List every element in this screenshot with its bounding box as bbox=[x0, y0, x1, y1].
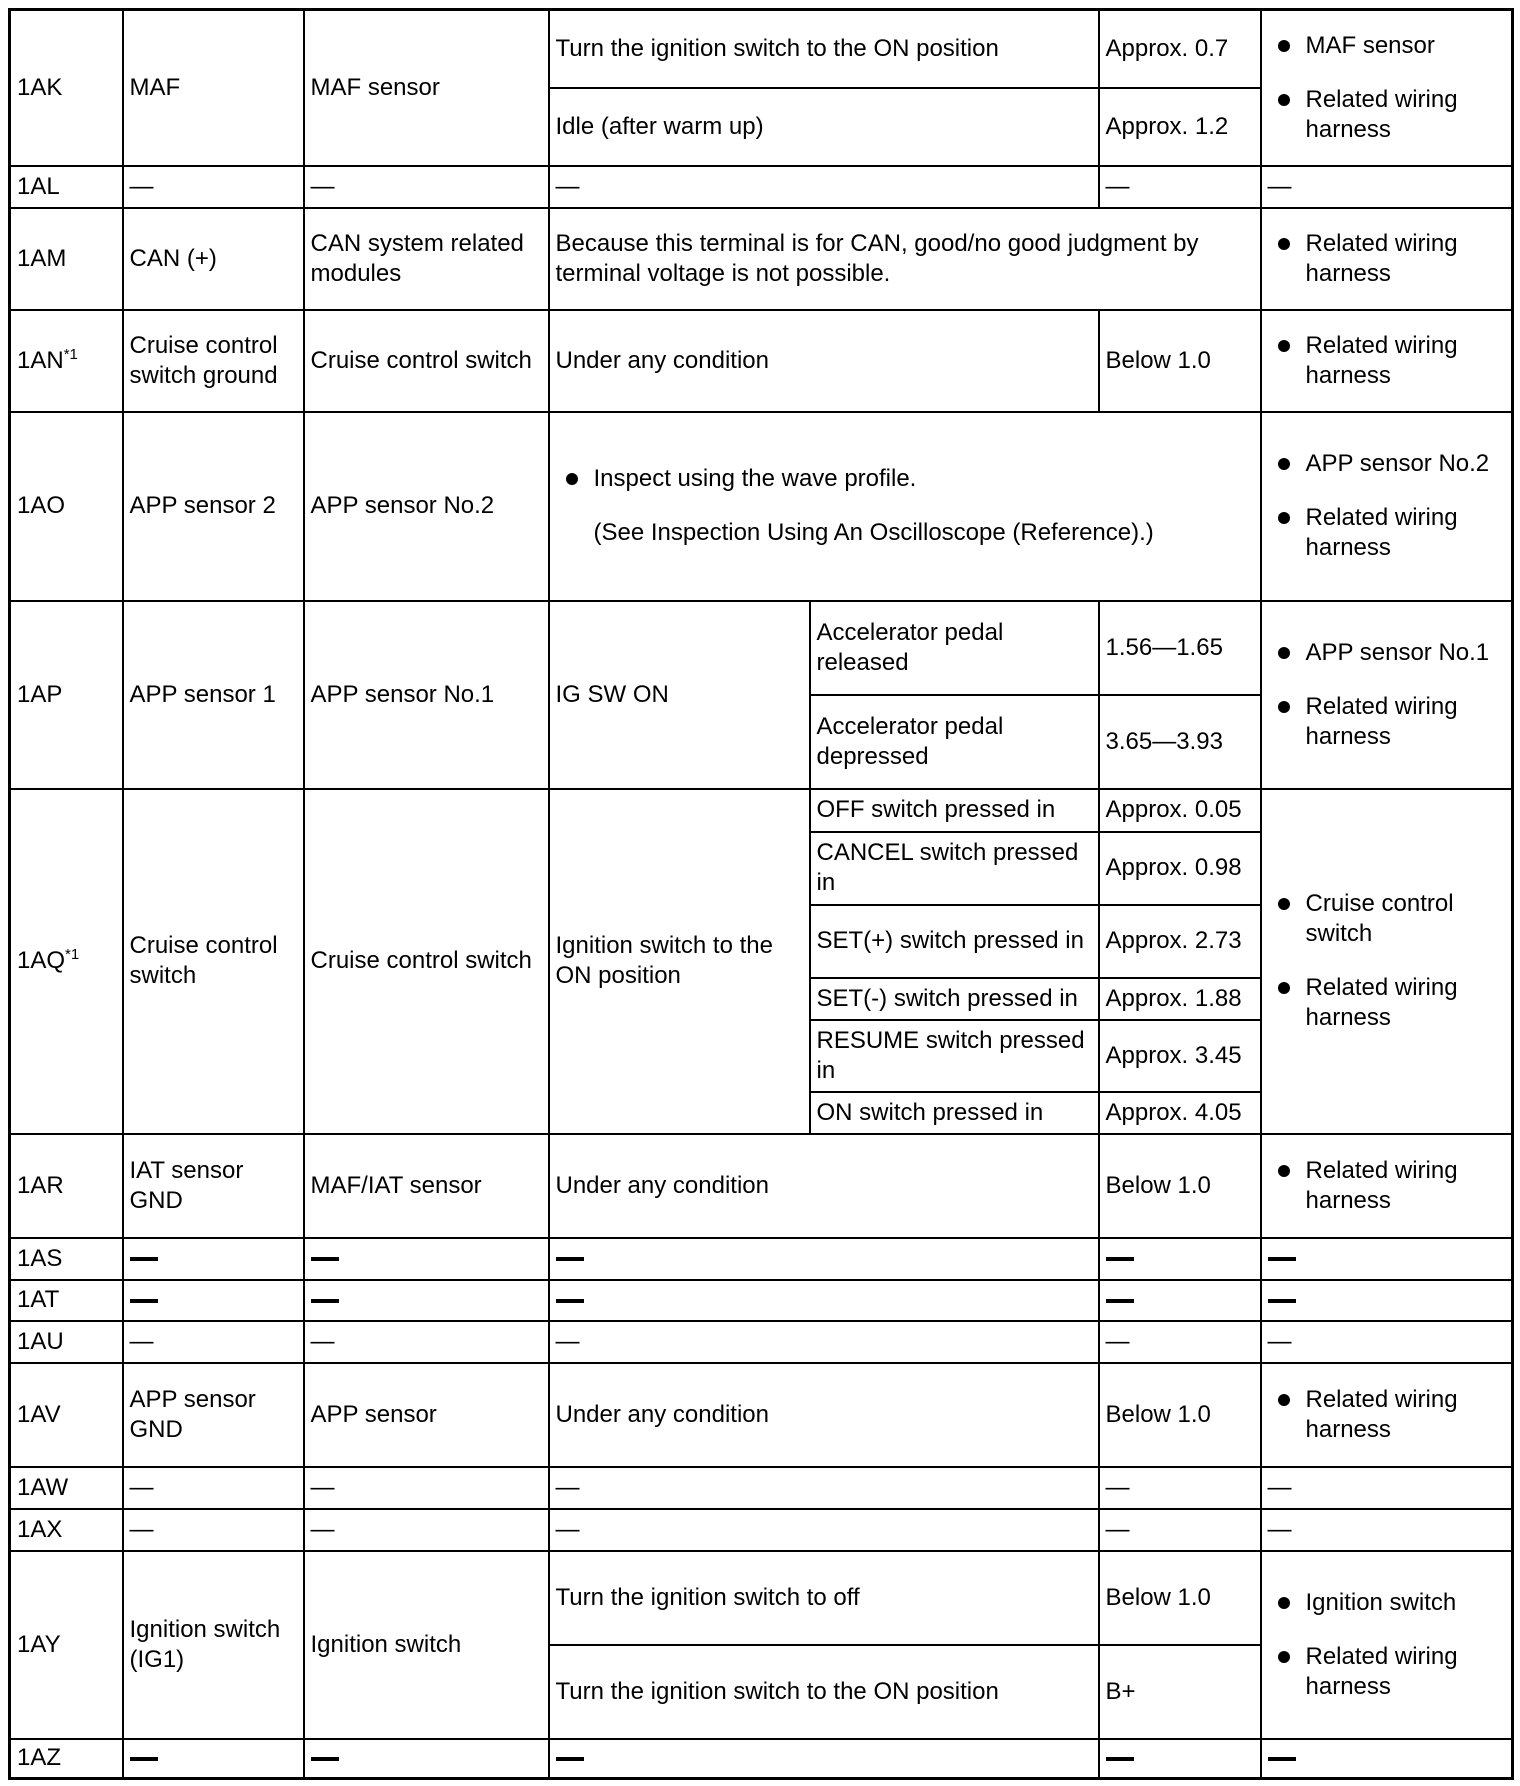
table-row bbox=[10, 1280, 1513, 1321]
state-cell: SET(-) switch pressed in bbox=[810, 978, 1099, 1020]
signal-cell: APP sensor 1 bbox=[123, 601, 304, 789]
dash-cell: — bbox=[1261, 1321, 1513, 1363]
dash-cell bbox=[1261, 1739, 1513, 1779]
terminal-cell: 1AU bbox=[10, 1321, 123, 1363]
terminal-cell bbox=[10, 789, 123, 1134]
voltage-cell: Below 1.0 bbox=[1099, 1134, 1261, 1238]
terminal-voltage-table bbox=[8, 8, 1514, 1780]
dash-mark bbox=[130, 1257, 158, 1261]
inspection-item: Related wiring harness bbox=[1268, 1385, 1506, 1445]
dash-cell: — bbox=[1261, 166, 1513, 208]
table-row bbox=[10, 1238, 1513, 1280]
inspection-item: APP sensor No.2 bbox=[1268, 449, 1506, 479]
signal-cell: APP sensor 2 bbox=[123, 412, 304, 601]
dash-cell: — bbox=[123, 1467, 304, 1509]
state-cell: ON switch pressed in bbox=[810, 1092, 1099, 1134]
inspection-cell bbox=[1261, 412, 1513, 601]
dash-cell bbox=[304, 1238, 549, 1280]
terminal-cell: 1AV bbox=[10, 1363, 123, 1467]
condition-cell: Turn the ignition switch to the ON position bbox=[549, 1645, 1099, 1739]
inspection-cell bbox=[1261, 1551, 1513, 1739]
dash-cell bbox=[1261, 1280, 1513, 1321]
dash-cell: — bbox=[304, 1467, 549, 1509]
dash-mark bbox=[1268, 1257, 1296, 1261]
condition-cell: Under any condition bbox=[549, 1134, 1099, 1238]
inspection-cell bbox=[1261, 10, 1513, 166]
signal-cell: APP sensor GND bbox=[123, 1363, 304, 1467]
state-cell: SET(+) switch pressed in bbox=[810, 905, 1099, 978]
inspection-cell bbox=[1261, 1363, 1513, 1467]
note-line: Inspect using the wave profile. bbox=[556, 464, 1254, 494]
voltage-cell: 3.65—3.93 bbox=[1099, 695, 1261, 789]
inspection-item: Ignition switch bbox=[1268, 1588, 1506, 1618]
footnote-mark: *1 bbox=[65, 946, 80, 963]
voltage-cell: Approx. 2.73 bbox=[1099, 905, 1261, 978]
table-row bbox=[10, 1739, 1513, 1779]
condition-cell: Turn the ignition switch to off bbox=[549, 1551, 1099, 1645]
terminal-cell: 1AP bbox=[10, 601, 123, 789]
dash-cell: — bbox=[304, 1509, 549, 1551]
inspection-item: MAF sensor bbox=[1268, 31, 1506, 61]
voltage-cell: B+ bbox=[1099, 1645, 1261, 1739]
terminal-cell bbox=[10, 310, 123, 412]
dash-mark bbox=[1268, 1757, 1296, 1761]
terminal-cell: 1AX bbox=[10, 1509, 123, 1551]
condition-cell: Ignition switch to the ON position bbox=[549, 789, 810, 1134]
connected-to-cell: APP sensor bbox=[304, 1363, 549, 1467]
dash-cell bbox=[1099, 1739, 1261, 1779]
voltage-cell: Below 1.0 bbox=[1099, 1363, 1261, 1467]
dash-cell bbox=[123, 1739, 304, 1779]
terminal-cell: 1AS bbox=[10, 1238, 123, 1280]
inspection-item: Related wiring harness bbox=[1268, 1156, 1506, 1216]
dash-cell: — bbox=[1261, 1467, 1513, 1509]
table-row bbox=[10, 10, 1513, 88]
terminal-label: 1AQ bbox=[17, 947, 66, 974]
state-cell: RESUME switch pressed in bbox=[810, 1020, 1099, 1092]
connected-to-cell: Ignition switch bbox=[304, 1551, 549, 1739]
signal-cell: Ignition switch (IG1) bbox=[123, 1551, 304, 1739]
voltage-cell: Approx. 3.45 bbox=[1099, 1020, 1261, 1092]
dash-mark bbox=[1106, 1757, 1134, 1761]
dash-cell: — bbox=[123, 1321, 304, 1363]
dash-cell: — bbox=[123, 1509, 304, 1551]
terminal-cell: 1AL bbox=[10, 166, 123, 208]
inspection-item: APP sensor No.1 bbox=[1268, 638, 1506, 668]
table-row bbox=[10, 1509, 1513, 1551]
condition-cell: Turn the ignition switch to the ON position bbox=[549, 10, 1099, 88]
voltage-cell: Approx. 0.7 bbox=[1099, 10, 1261, 88]
dash-mark bbox=[311, 1757, 339, 1761]
table-row bbox=[10, 166, 1513, 208]
inspection-item: Related wiring harness bbox=[1268, 85, 1506, 145]
dash-cell: — bbox=[549, 1509, 1099, 1551]
terminal-cell: 1AY bbox=[10, 1551, 123, 1739]
dash-mark bbox=[130, 1299, 158, 1303]
dash-cell: — bbox=[1261, 1509, 1513, 1551]
connected-to-cell: APP sensor No.1 bbox=[304, 601, 549, 789]
table-row bbox=[10, 1321, 1513, 1363]
signal-cell: Cruise control switch bbox=[123, 789, 304, 1134]
dash-cell bbox=[304, 1739, 549, 1779]
footnote-mark: *1 bbox=[63, 345, 78, 363]
signal-cell: IAT sensor GND bbox=[123, 1134, 304, 1238]
voltage-cell: Approx. 0.98 bbox=[1099, 832, 1261, 905]
dash-mark bbox=[1106, 1257, 1134, 1261]
voltage-cell: Approx. 1.2 bbox=[1099, 88, 1261, 166]
table-row bbox=[10, 789, 1513, 832]
voltage-cell: Approx. 4.05 bbox=[1099, 1092, 1261, 1134]
dash-cell bbox=[123, 1280, 304, 1321]
condition-cell: Idle (after warm up) bbox=[549, 88, 1099, 166]
voltage-cell: Below 1.0 bbox=[1099, 310, 1261, 412]
table-row bbox=[10, 208, 1513, 310]
inspection-cell bbox=[1261, 789, 1513, 1134]
state-cell: Accelerator pedal released bbox=[810, 601, 1099, 695]
dash-cell bbox=[123, 1238, 304, 1280]
voltage-cell: Approx. 0.05 bbox=[1099, 789, 1261, 832]
dash-mark bbox=[1268, 1299, 1296, 1303]
signal-cell: MAF bbox=[123, 10, 304, 166]
state-cell: CANCEL switch pressed in bbox=[810, 832, 1099, 905]
dash-mark bbox=[556, 1257, 584, 1261]
connected-to-cell: CAN system related modules bbox=[304, 208, 549, 310]
dash-cell: — bbox=[549, 166, 1099, 208]
table-row bbox=[10, 310, 1513, 412]
table-row bbox=[10, 1467, 1513, 1509]
table-row bbox=[10, 1363, 1513, 1467]
inspection-item: Cruise control switch bbox=[1268, 889, 1506, 949]
terminal-cell: 1AK bbox=[10, 10, 123, 166]
note-cell bbox=[549, 412, 1261, 601]
voltage-cell: Approx. 1.88 bbox=[1099, 978, 1261, 1020]
dash-mark bbox=[556, 1757, 584, 1761]
condition-cell: Under any condition bbox=[549, 310, 1099, 412]
terminal-cell: 1AR bbox=[10, 1134, 123, 1238]
table-row bbox=[10, 601, 1513, 695]
dash-cell bbox=[549, 1280, 1099, 1321]
terminal-label: 1AN bbox=[17, 346, 64, 374]
dash-mark bbox=[1106, 1299, 1134, 1303]
dash-cell bbox=[1261, 1238, 1513, 1280]
signal-cell: CAN (+) bbox=[123, 208, 304, 310]
inspection-item: Related wiring harness bbox=[1268, 331, 1506, 391]
dash-cell: — bbox=[304, 166, 549, 208]
dash-mark bbox=[556, 1299, 584, 1303]
dash-cell bbox=[304, 1280, 549, 1321]
inspection-cell bbox=[1261, 208, 1513, 310]
dash-cell: — bbox=[304, 1321, 549, 1363]
voltage-cell: Below 1.0 bbox=[1099, 1551, 1261, 1645]
terminal-cell: 1AM bbox=[10, 208, 123, 310]
dash-cell bbox=[1099, 1238, 1261, 1280]
voltage-cell: 1.56—1.65 bbox=[1099, 601, 1261, 695]
signal-cell: Cruise control switch ground bbox=[123, 310, 304, 412]
dash-cell: — bbox=[1099, 1509, 1261, 1551]
connected-to-cell: MAF/IAT sensor bbox=[304, 1134, 549, 1238]
dash-mark bbox=[130, 1757, 158, 1761]
terminal-cell: 1AZ bbox=[10, 1739, 123, 1779]
dash-cell bbox=[1099, 1280, 1261, 1321]
inspection-item: Related wiring harness bbox=[1268, 973, 1506, 1033]
terminal-cell: 1AT bbox=[10, 1280, 123, 1321]
inspection-item: Related wiring harness bbox=[1268, 1642, 1506, 1702]
connected-to-cell: MAF sensor bbox=[304, 10, 549, 166]
connected-to-cell: Cruise control switch bbox=[304, 310, 549, 412]
connected-to-cell: APP sensor No.2 bbox=[304, 412, 549, 601]
dash-cell: — bbox=[1099, 1321, 1261, 1363]
note-line: (See Inspection Using An Oscilloscope (Reference).) bbox=[593, 519, 1154, 546]
terminal-cell: 1AW bbox=[10, 1467, 123, 1509]
condition-cell: IG SW ON bbox=[549, 601, 810, 789]
note-cell: Because this terminal is for CAN, good/no good judgment by terminal voltage is not possible. bbox=[549, 208, 1261, 310]
state-cell: Accelerator pedal depressed bbox=[810, 695, 1099, 789]
terminal-table-wrapper bbox=[8, 8, 1514, 1780]
state-cell: OFF switch pressed in bbox=[810, 789, 1099, 832]
table-row bbox=[10, 412, 1513, 601]
dash-cell bbox=[549, 1238, 1099, 1280]
inspection-cell bbox=[1261, 1134, 1513, 1238]
condition-cell: Under any condition bbox=[549, 1363, 1099, 1467]
table-row bbox=[10, 1134, 1513, 1238]
dash-cell bbox=[549, 1739, 1099, 1779]
dash-mark bbox=[311, 1299, 339, 1303]
inspection-item: Related wiring harness bbox=[1268, 692, 1506, 752]
terminal-cell: 1AO bbox=[10, 412, 123, 601]
inspection-cell bbox=[1261, 310, 1513, 412]
inspection-item: Related wiring harness bbox=[1268, 229, 1506, 289]
inspection-cell bbox=[1261, 601, 1513, 789]
dash-mark bbox=[311, 1257, 339, 1261]
dash-cell: — bbox=[549, 1467, 1099, 1509]
dash-cell: — bbox=[1099, 1467, 1261, 1509]
table-row bbox=[10, 1551, 1513, 1645]
dash-cell: — bbox=[123, 166, 304, 208]
connected-to-cell: Cruise control switch bbox=[304, 789, 549, 1134]
inspection-item: Related wiring harness bbox=[1268, 503, 1506, 563]
dash-cell: — bbox=[1099, 166, 1261, 208]
dash-cell: — bbox=[549, 1321, 1099, 1363]
